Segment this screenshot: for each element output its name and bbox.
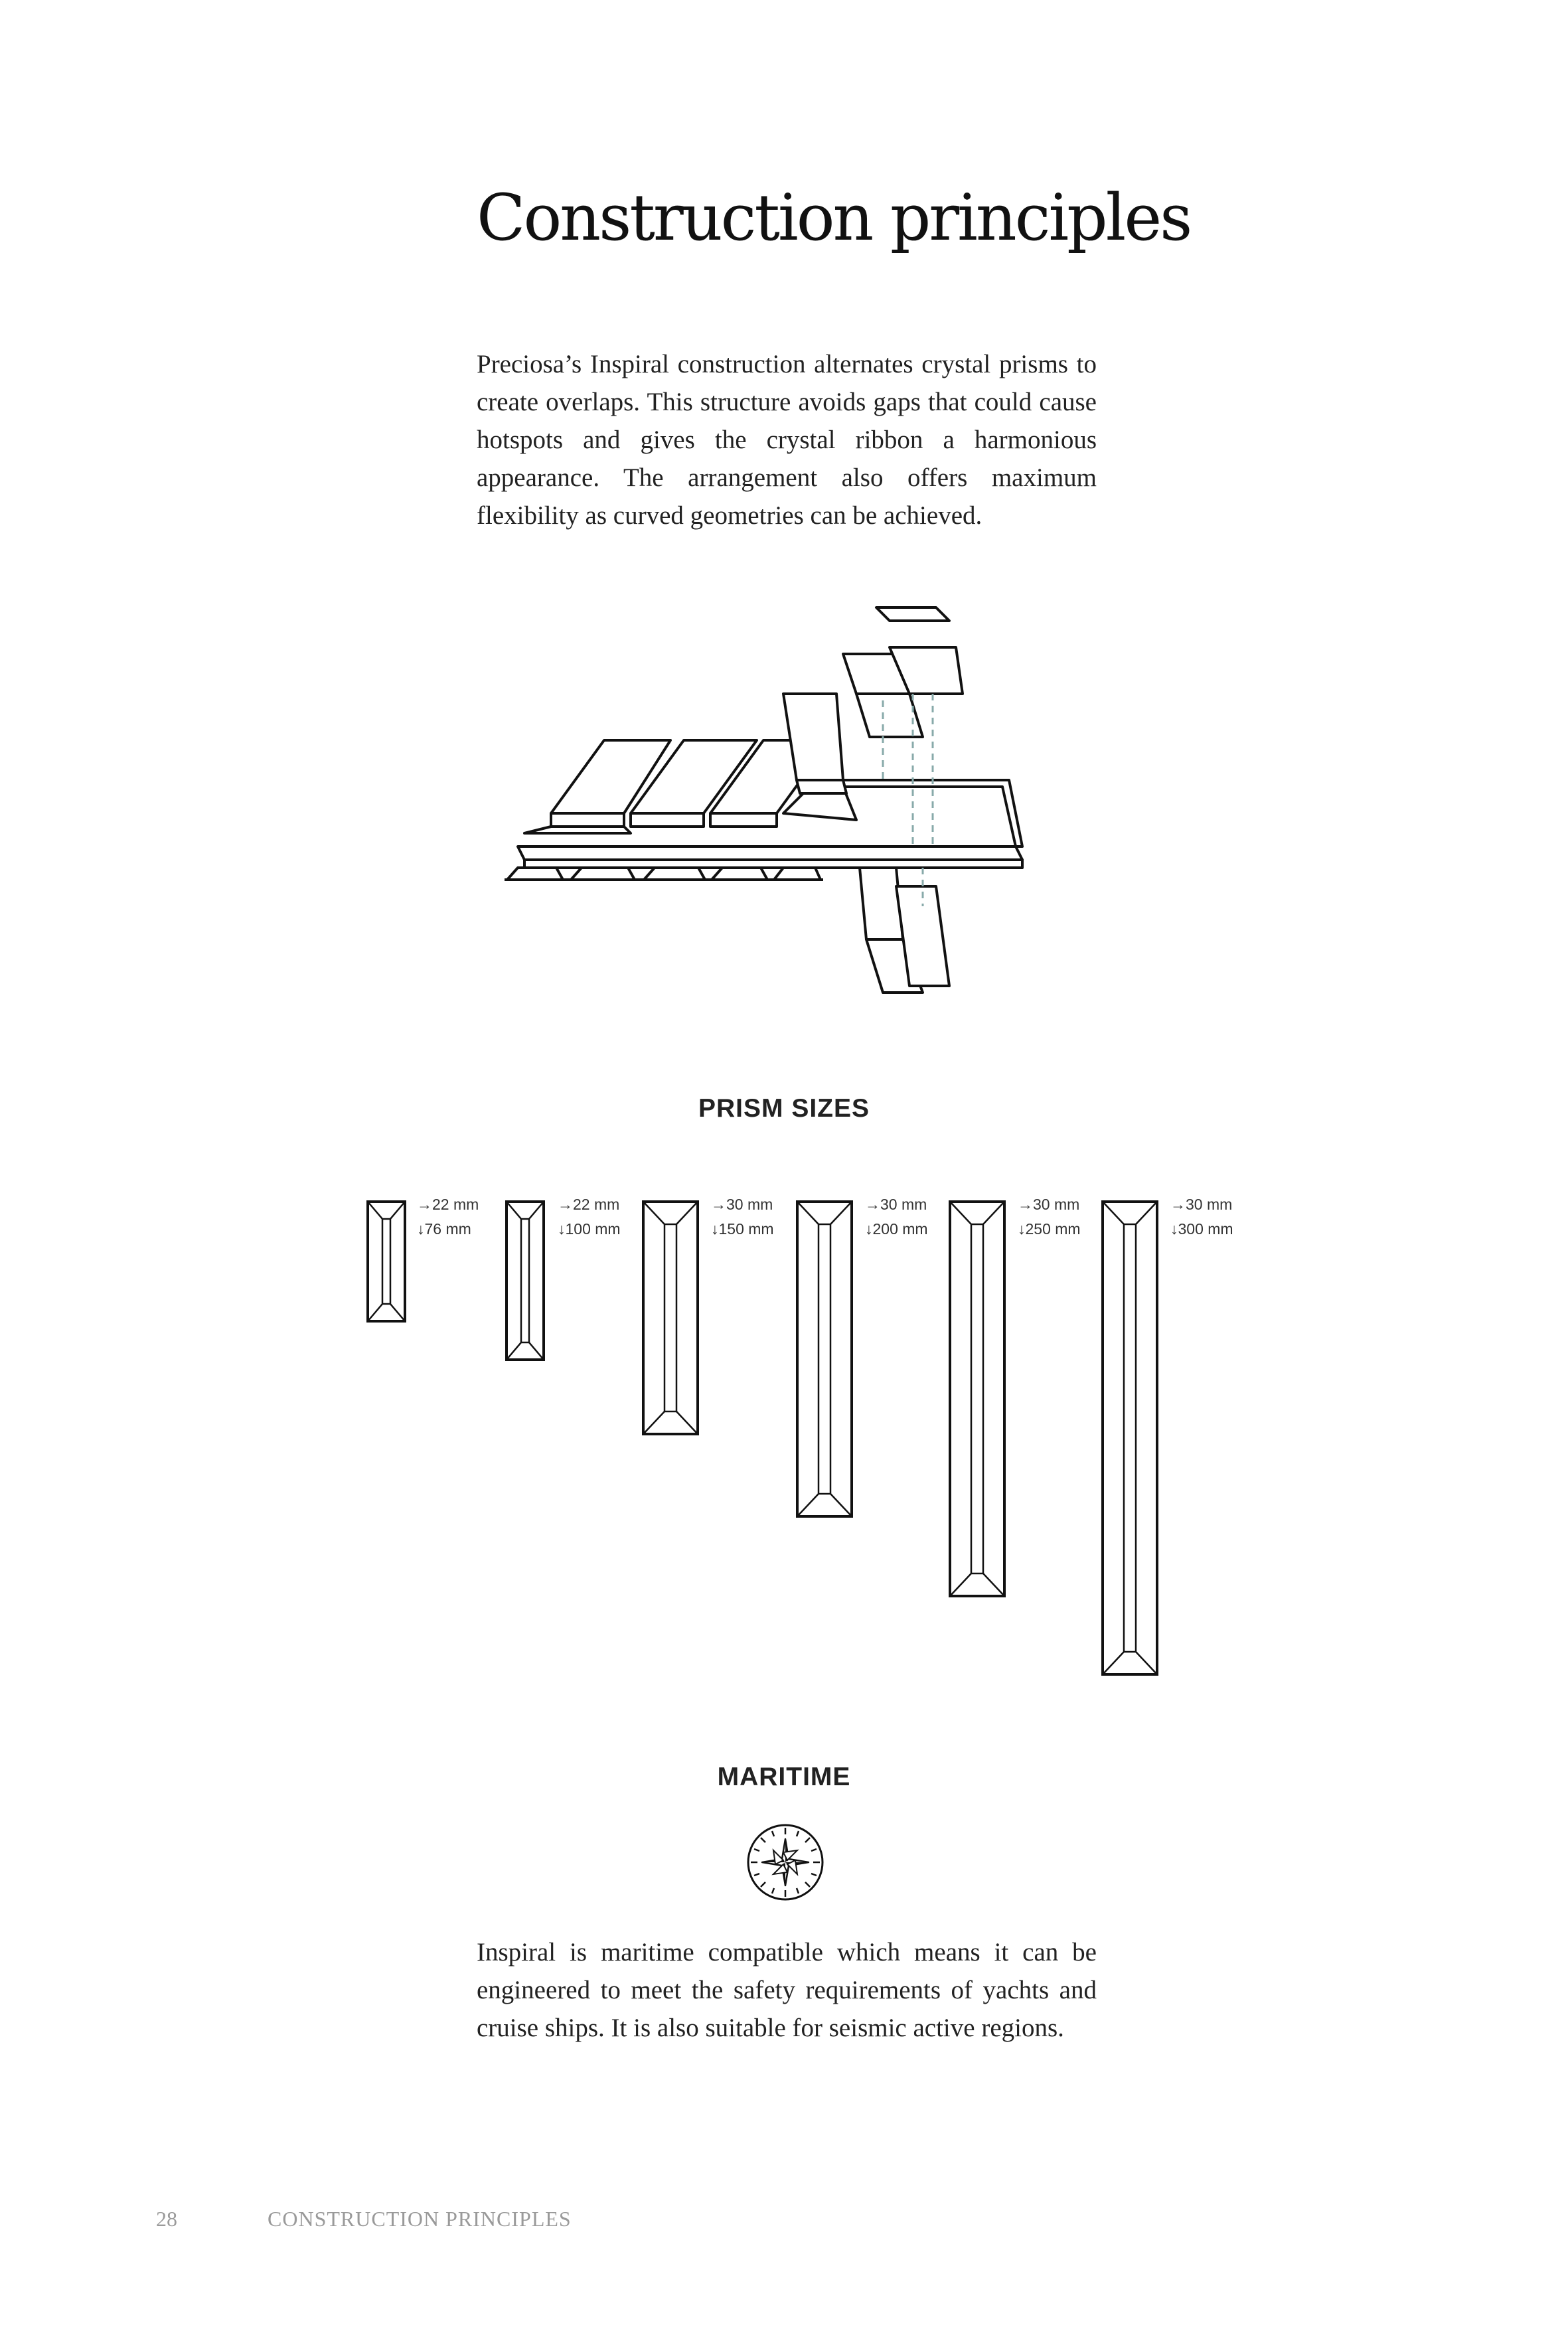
- crystal-ribbon-illustration: [498, 594, 1029, 1019]
- prism-length-4: ↓200 mm: [865, 1220, 928, 1238]
- prism-dimensions-1: [417, 1192, 479, 1242]
- prism-dimensions-5: [1018, 1192, 1081, 1242]
- prism-width-4: →30 mm: [865, 1196, 927, 1213]
- prism-length-3: ↓150 mm: [711, 1220, 774, 1238]
- prism-dimensions-2: [558, 1192, 621, 1242]
- prism-length-5: ↓250 mm: [1018, 1220, 1081, 1238]
- prism-dimensions-3: [711, 1192, 774, 1242]
- prism-shape-2: [505, 1200, 545, 1361]
- prism-shape-4: [796, 1200, 853, 1518]
- prism-shape-6: [1101, 1200, 1158, 1676]
- maritime-heading: MARITIME: [717, 1763, 851, 1791]
- prism-width-5: →30 mm: [1018, 1196, 1080, 1213]
- prism-sizes-heading: PRISM SIZES: [698, 1094, 870, 1123]
- prism-width-2: →22 mm: [558, 1196, 620, 1213]
- hanging-prisms: [860, 868, 949, 993]
- lower-prism-row: [505, 868, 823, 880]
- intro-paragraph: Preciosa’s Inspiral construction alternates crystal prisms to create overlaps. This structure avoids gaps that could cause hotspots and gives the crystal ribbon a harmonious appearance. The arrangement also offers maximum flexibility as curved geometries can be achieved.: [477, 350, 1097, 530]
- prism-length-2: ↓100 mm: [558, 1220, 621, 1238]
- prism-length-1: ↓76 mm: [417, 1220, 471, 1238]
- prism-length-6: ↓300 mm: [1170, 1220, 1233, 1238]
- prism-dimensions-6: [1170, 1192, 1233, 1242]
- prism-shape-5: [949, 1200, 1006, 1597]
- prism-dimensions-4: [865, 1192, 928, 1242]
- prism-shape-3: [642, 1200, 699, 1435]
- prism-width-3: →30 mm: [711, 1196, 773, 1213]
- prism-shape-1: [366, 1200, 406, 1323]
- maritime-paragraph: Inspiral is maritime compatible which means it can be engineered to meet the safety requirements of yachts and cruise ships. It is also suitable for seismic active regions.: [477, 1938, 1097, 2042]
- prism-width-1: →22 mm: [417, 1196, 479, 1213]
- page-title: Construction principles: [477, 181, 1191, 255]
- prism-width-6: →30 mm: [1170, 1196, 1233, 1213]
- running-footer: CONSTRUCTION PRINCIPLES: [268, 2207, 572, 2231]
- page-number: 28: [156, 2207, 177, 2231]
- compass-rose-icon: [746, 1823, 824, 1901]
